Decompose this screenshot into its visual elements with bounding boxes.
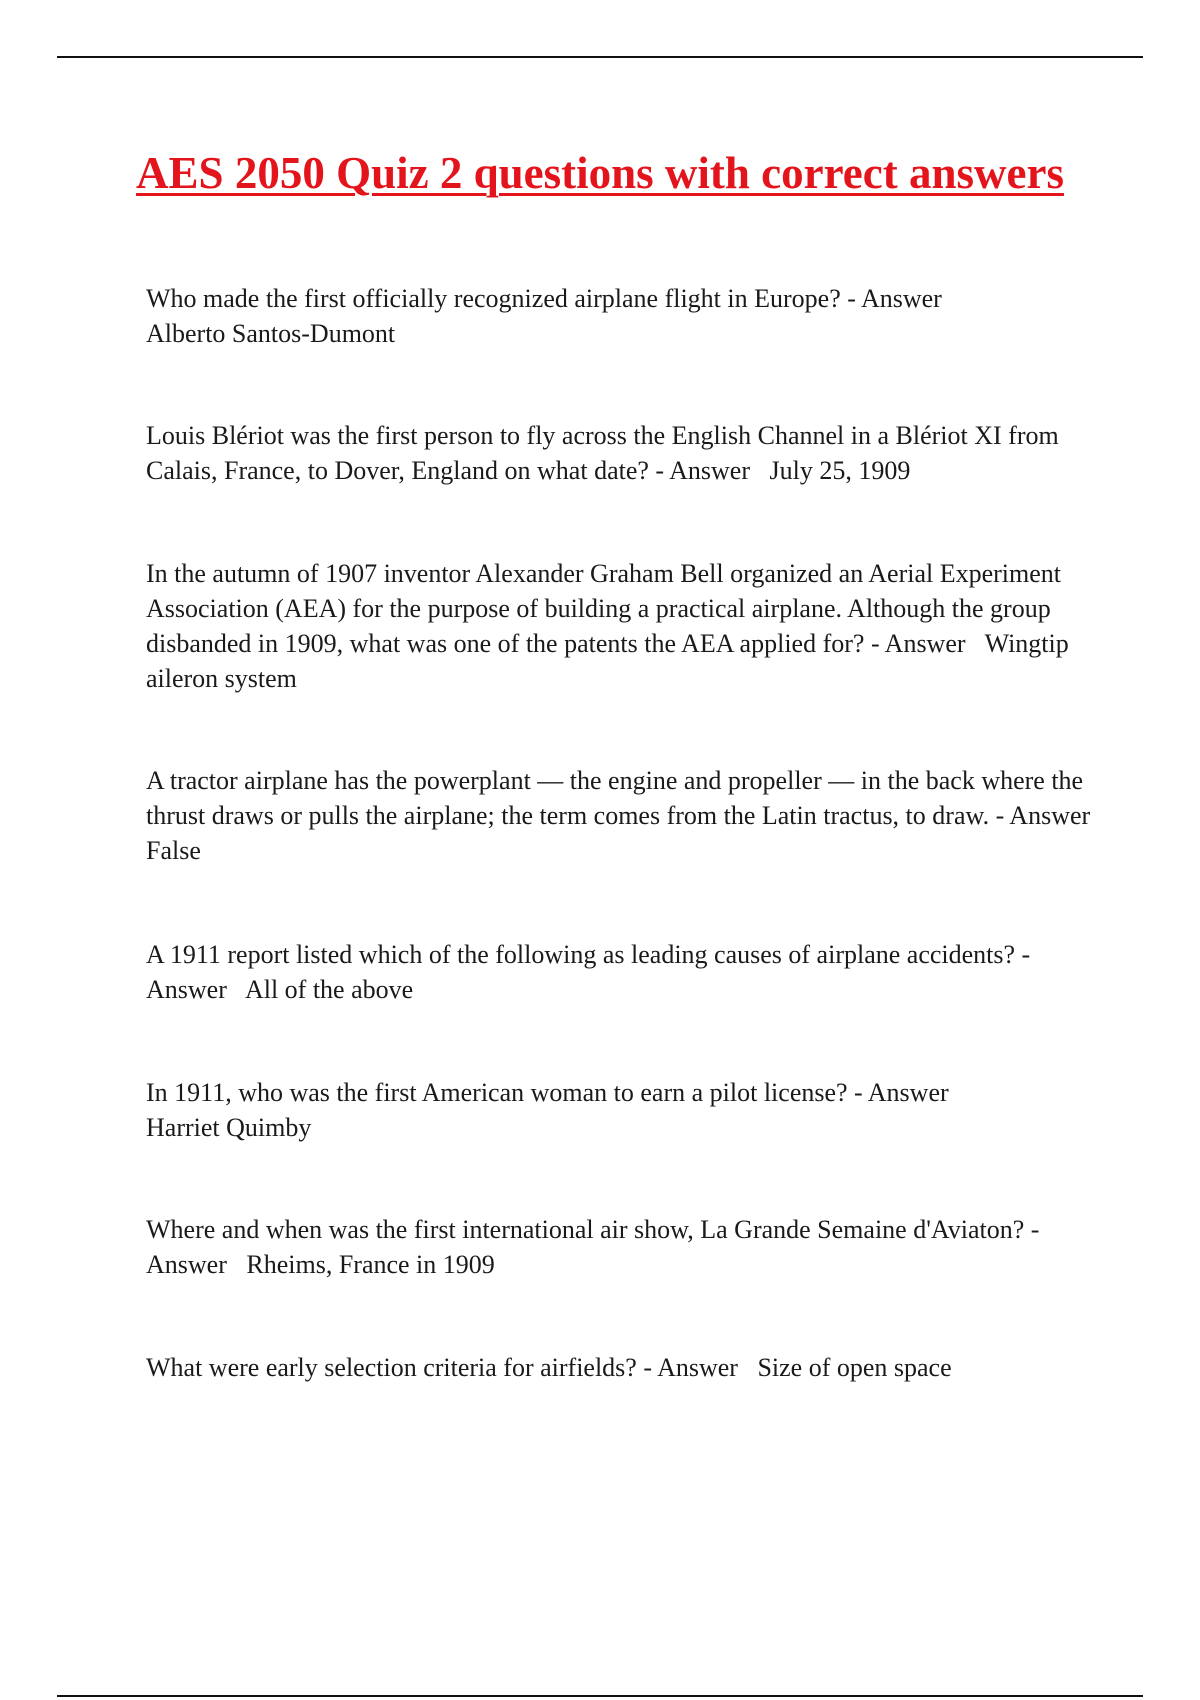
question-text: A tractor airplane has the powerplant — the engine and propeller — in the back where the thrust draws or pulls the airplane; the term comes from the Latin tractus, to draw. - Answer: [146, 766, 1091, 830]
top-rule: [57, 56, 1143, 58]
qa-item-8: [146, 1350, 1096, 1385]
answer-text: All of the above: [244, 975, 414, 1004]
bottom-rule: [57, 1695, 1143, 1697]
question-text: In 1911, who was the first American woman to earn a pilot license? - Answer: [146, 1078, 949, 1107]
page-title: AES 2050 Quiz 2 questions with correct answers: [136, 148, 1064, 198]
answer-text: Wingtip aileron system: [146, 629, 1076, 693]
qa-item-2: [146, 418, 1096, 488]
qa-item-3: [146, 556, 1096, 696]
question-text: Where and when was the first international air show, La Grande Semaine d'Aviaton? - Answer: [146, 1215, 1045, 1279]
question-text: A 1911 report listed which of the following as leading causes of airplane accidents? - Answer: [146, 940, 1036, 1004]
question-text: Louis Blériot was the first person to fly across the English Channel in a Blériot XI from Calais, France, to Dover, England on what date? - Answer: [146, 421, 1066, 485]
answer-text: July 25, 1909: [769, 456, 911, 485]
qa-item-4: [146, 763, 1096, 868]
answer-text: Harriet Quimby: [146, 1113, 312, 1142]
qa-item-6: [146, 1075, 1096, 1145]
qa-item-7: [146, 1212, 1096, 1282]
answer-text: Size of open space: [757, 1353, 952, 1382]
answer-text: Alberto Santos-Dumont: [146, 319, 396, 348]
qa-item-1: [146, 281, 1096, 351]
qa-item-5: [146, 937, 1096, 1007]
answer-text: Rheims, France in 1909: [246, 1250, 495, 1279]
answer-text: False: [146, 836, 201, 865]
question-text: What were early selection criteria for airfields? - Answer: [146, 1353, 738, 1382]
question-text: In the autumn of 1907 inventor Alexander Graham Bell organized an Aerial Experiment Association (AEA) for the purpose of building a practical airplane. Although the group disbanded in 1909, what was one of the patents the AEA applied for? - Answer: [146, 559, 1067, 658]
question-text: Who made the first officially recognized airplane flight in Europe? - Answer: [146, 284, 942, 313]
